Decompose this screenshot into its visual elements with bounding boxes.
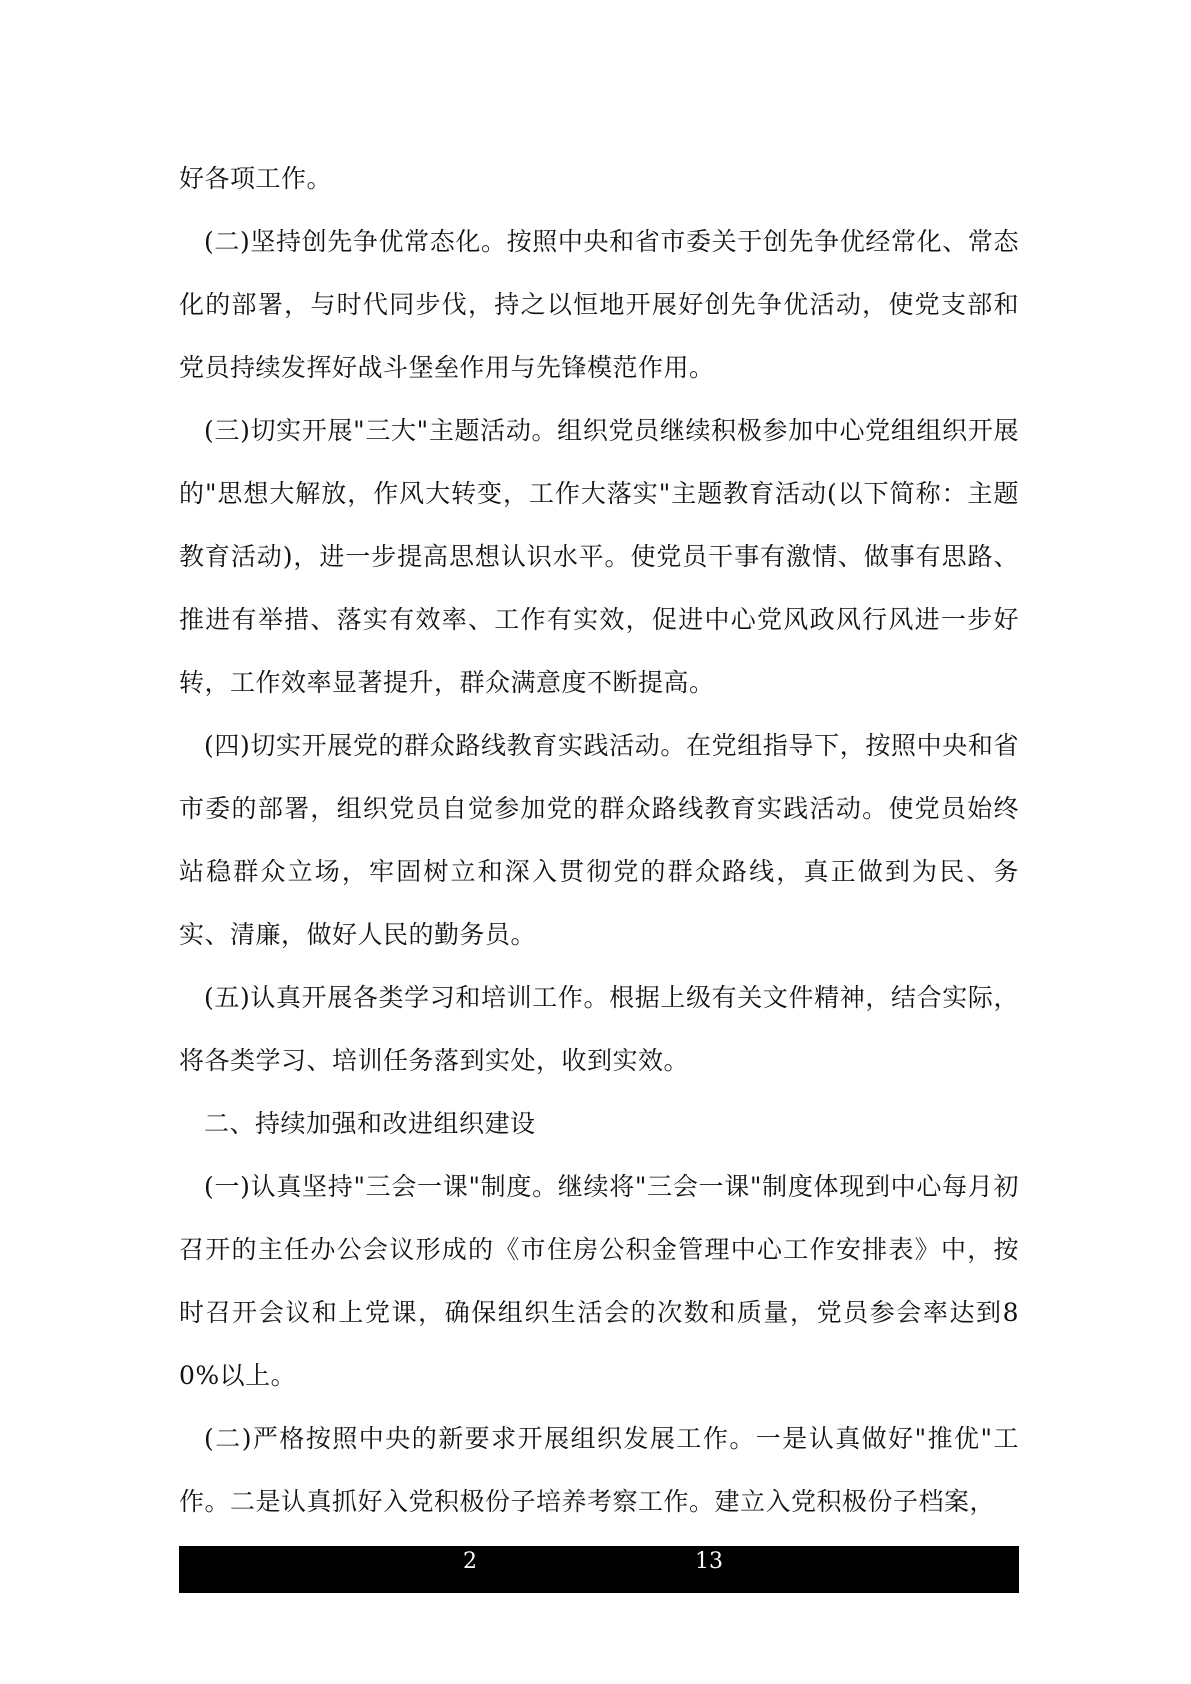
page-number: 2: [463, 1549, 477, 1574]
paragraph-item-2-5: (五)认真开展各类学习和培训工作。根据上级有关文件精神，结合实际，将各类学习、培训任务落到实处，收到实效。: [179, 983, 1019, 1075]
paragraph-item-3-2: (二)严格按照中央的新要求开展组织发展工作。一是认真做好"推优"工作。二是认真抓好入党积极份子培养考察工作。建立入党积极份子档案，: [179, 1424, 1019, 1516]
paragraph-item-2-2: (二)坚持创先争优常态化。按照中央和省市委关于创先争优经常化、常态化的部署，与时代同步伐，持之以恒地开展好创先争优活动，使党支部和党员持续发挥好战斗堡垒作用与先锋模范作用。: [179, 227, 1019, 382]
paragraph-continuation: 好各项工作。: [179, 164, 333, 193]
document-body: [179, 147, 1019, 1533]
total-pages: 13: [695, 1549, 723, 1574]
paragraph-item-3-1: (一)认真坚持"三会一课"制度。继续将"三会一课"制度体现到中心每月初召开的主任办公会议形成的《市住房公积金管理中心工作安排表》中，按时召开会议和上党课，确保组织生活会的次数和质量，党员参会率达到80%以上。: [179, 1172, 1019, 1390]
paragraph-item-2-3: (三)切实开展"三大"主题活动。组织党员继续积极参加中心党组组织开展的"思想大解放，作风大转变，工作大落实"主题教育活动(以下简称：主题教育活动)，进一步提高思想认识水平。使党员干事有激情、做事有思路、推进有举措、落实有效率、工作有实效，促进中心党风政风行风进一步好转，工作效率显著提升，群众满意度不断提高。: [179, 416, 1019, 697]
paragraph-item-2-4: (四)切实开展党的群众路线教育实践活动。在党组指导下，按照中央和省市委的部署，组织党员自觉参加党的群众路线教育实践活动。使党员始终站稳群众立场，牢固树立和深入贯彻党的群众路线，真正做到为民、务实、清廉，做好人民的勤务员。: [179, 731, 1019, 949]
section-heading: 二、持续加强和改进组织建设: [204, 1109, 536, 1138]
page-footer-bar: [179, 1546, 1019, 1593]
